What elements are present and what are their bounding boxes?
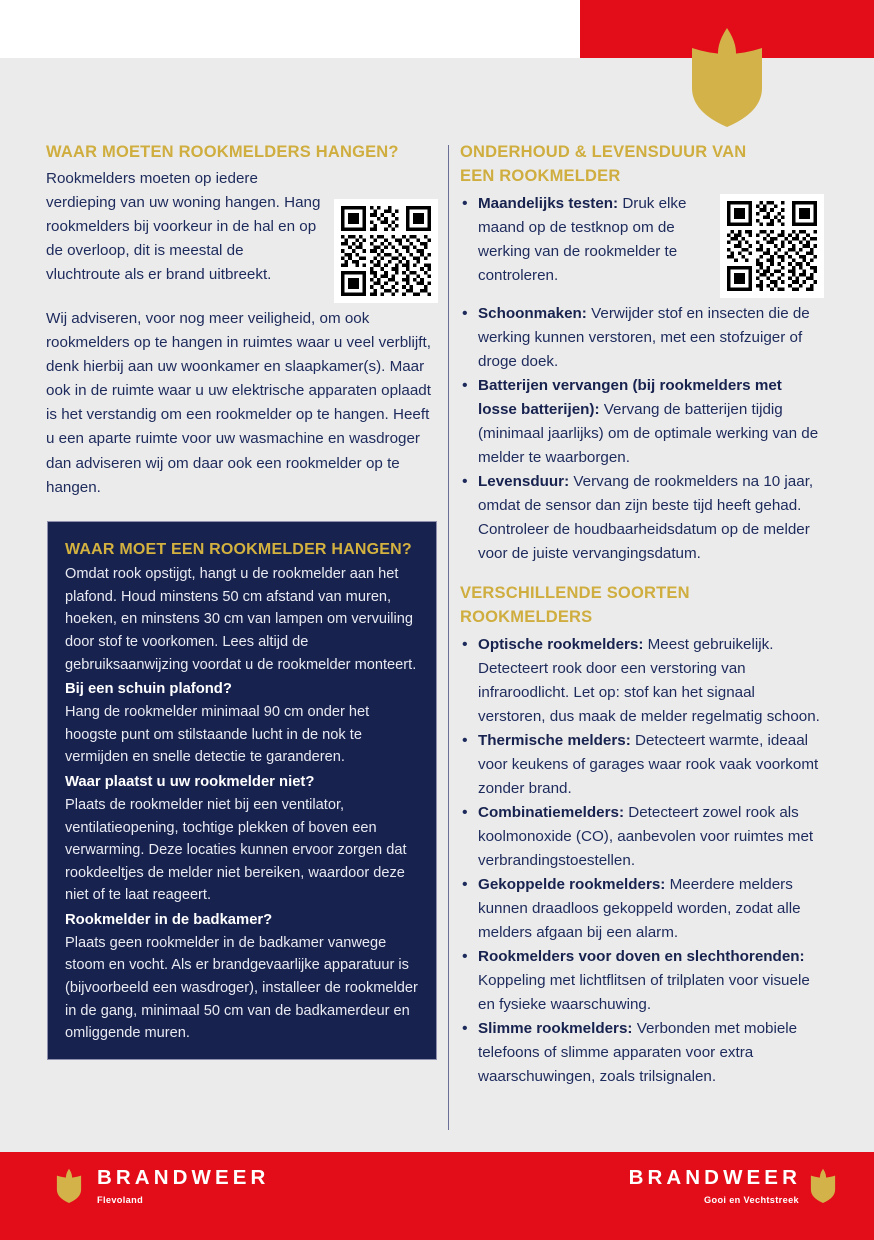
left-column [46, 140, 438, 1042]
right-heading-types: VERSCHILLENDE SOORTEN ROOKMELDERS [460, 583, 690, 627]
footer-right-wordmark: BRANDWEER [628, 1166, 801, 1189]
list-item [460, 801, 824, 873]
list-item-text: Verwijder stof en insecten die de werking kunnen verstoren, met een stofzuiger of droge doek. [478, 304, 810, 370]
right-heading-maintenance: ONDERHOUD & LEVENSDUUR VAN EEN ROOKMELDER [460, 143, 747, 186]
footer-left-wordmark: BRANDWEER [97, 1166, 270, 1189]
types-list [460, 633, 824, 1089]
navy-panel-body-1: Hang de rookmelder minimaal 90 cm onder het hoogste punt om stilstaande lucht in de nok te vermijden en snelle detectie te garanderen. [65, 704, 370, 766]
navy-panel-intro: Omdat rook opstijgt, hangt u de rookmelder aan het plafond. Houd minstens 50 cm afstand van muren, hoeken, en minstens 30 cm van lampen om vervuiling door stof te voorkomen. Lees altijd de gebruiksaanwijzing voordat u de rookmelder monteert. [65, 566, 417, 673]
list-item-text: Verbonden met mobiele telefoons of slimme apparaten voor extra waarschuwingen, zoals trilsignalen. [478, 1020, 798, 1086]
brandweer-flevoland-logo [52, 1168, 269, 1205]
brandweer-flame-shield-icon [679, 26, 775, 130]
list-item-text: Druk elke maand op de testknop om de werking van de rookmelder te controleren. [478, 194, 687, 284]
list-item-text: Meerdere melders kunnen draadloos gekoppeld worden, zodat alle melders afgaan bij een alarm. [478, 875, 801, 941]
left-paragraph-2: Wij adviseren, voor nog meer veiligheid, om ook rookmelders op te hangen in ruimtes waar u veel verblijft, denk hierbij aan uw woonkamer en slaapkamer(s). Maar ook in de ruimte waar u uw elektrische apparaten oplaadt is het verstandig om een rookmelder op te hangen. Heeft u een aparte ruimte voor uw wasmachine en wasdroger dan adviseren wij om daar ook een rookmelder op te hangen. [46, 310, 431, 496]
list-item-term: Gekoppelde rookmelders: [478, 875, 666, 893]
maintenance-list [460, 192, 824, 566]
list-item-text: Vervang de rookmelders na 10 jaar, omdat de sensor dan zijn beste tijd heeft gehad. Controleer de houdbaarheidsdatum op de melder voor de juiste vervangingsdatum. [478, 472, 814, 562]
list-item-text: Koppeling met lichtflitsen of trilplaten voor visuele en fysieke waarschuwing. [478, 972, 810, 1014]
list-item-term: Maandelijks testen: [478, 194, 619, 212]
list-item-term: Levensduur: [478, 472, 570, 490]
navy-info-panel [47, 521, 437, 1060]
navy-panel-subheading-1: Bij een schuin plafond? [65, 681, 232, 698]
qr-code-left[interactable] [334, 199, 438, 303]
navy-panel-subheading-3: Rookmelder in de badkamer? [65, 911, 273, 928]
footer-red-band [0, 1152, 874, 1240]
left-heading: WAAR MOETEN ROOKMELDERS HANGEN? [46, 143, 399, 161]
list-item [460, 945, 824, 1017]
list-item [460, 1017, 824, 1089]
list-item [460, 633, 824, 729]
left-paragraph-1: Rookmelders moeten op iedere verdieping van uw woning hangen. Hang rookmelders bij voorkeur in de hal en op de overloop, dit is meestal de vluchtroute als er brand uitbreekt. [46, 170, 321, 284]
list-item [460, 302, 824, 374]
list-item-text: Meest gebruikelijk. Detecteert rook door een verstoring van infraroodlicht. Let op: stof kan het signaal verstoren, dus maak de melder regelmatig schoon. [478, 635, 820, 725]
list-item-text: Detecteert zowel rook als koolmonoxide (CO), aanbevolen voor ruimtes met verbrandingstoestellen. [478, 803, 814, 869]
navy-panel-body-3: Plaats geen rookmelder in de badkamer vanwege stoom en vocht. Als er brandgevaarlijke apparatuur is (bijvoorbeeld een wasdroger), installeer de rookmelder in de gang, minimaal 50 cm van de badkamerdeur en omliggende muren. [65, 934, 418, 1042]
brandweer-flame-shield-icon [806, 1168, 840, 1204]
list-item-term: Schoonmaken: [478, 304, 587, 322]
brandweer-flame-shield-icon [52, 1168, 86, 1204]
navy-panel-heading: WAAR MOET EEN ROOKMELDER HANGEN? [65, 541, 412, 558]
list-item [460, 374, 824, 470]
section-spacer [460, 566, 824, 581]
list-item-text: Detecteert warmte, ideaal voor keukens of garages waar rook vaak voorkomt zonder brand. [478, 731, 819, 797]
list-item-term: Rookmelders voor doven en slechthorenden: [478, 948, 805, 965]
right-column [460, 140, 824, 1089]
list-item [460, 873, 824, 945]
list-item-text: Vervang de batterijen tijdig (minimaal jaarlijks) om de optimale werking van de melder te waarborgen. [478, 400, 819, 466]
content-area [0, 140, 874, 1130]
list-item [460, 470, 824, 566]
list-item [460, 192, 824, 288]
list-item-term: Combinatiemelders: [478, 803, 625, 821]
list-item-term: Slimme rookmelders: [478, 1020, 633, 1038]
navy-panel-subheading-2: Waar plaatst u uw rookmelder niet? [65, 773, 315, 790]
column-divider [448, 145, 449, 1130]
footer-left-region: Flevoland [97, 1194, 144, 1205]
list-item [460, 729, 824, 801]
list-item-term: Optische rookmelders: [478, 635, 644, 653]
list-item-term: Thermische melders: [478, 731, 631, 749]
footer-right-region: Gooi en Vechtstreek [704, 1194, 799, 1205]
brandweer-gooi-vechtstreek-logo [629, 1168, 840, 1205]
list-item-term: Batterijen vervangen (bij rookmelders met losse batterijen): [478, 376, 782, 418]
navy-panel-body-2: Plaats de rookmelder niet bij een ventilator, ventilatieopening, tochtige plekken of boven een verwarming. Deze locaties kunnen ervoor zorgen dat rookdeeltjes de melder niet bereiken, waardoor deze niet of te laat reageert. [65, 796, 407, 904]
